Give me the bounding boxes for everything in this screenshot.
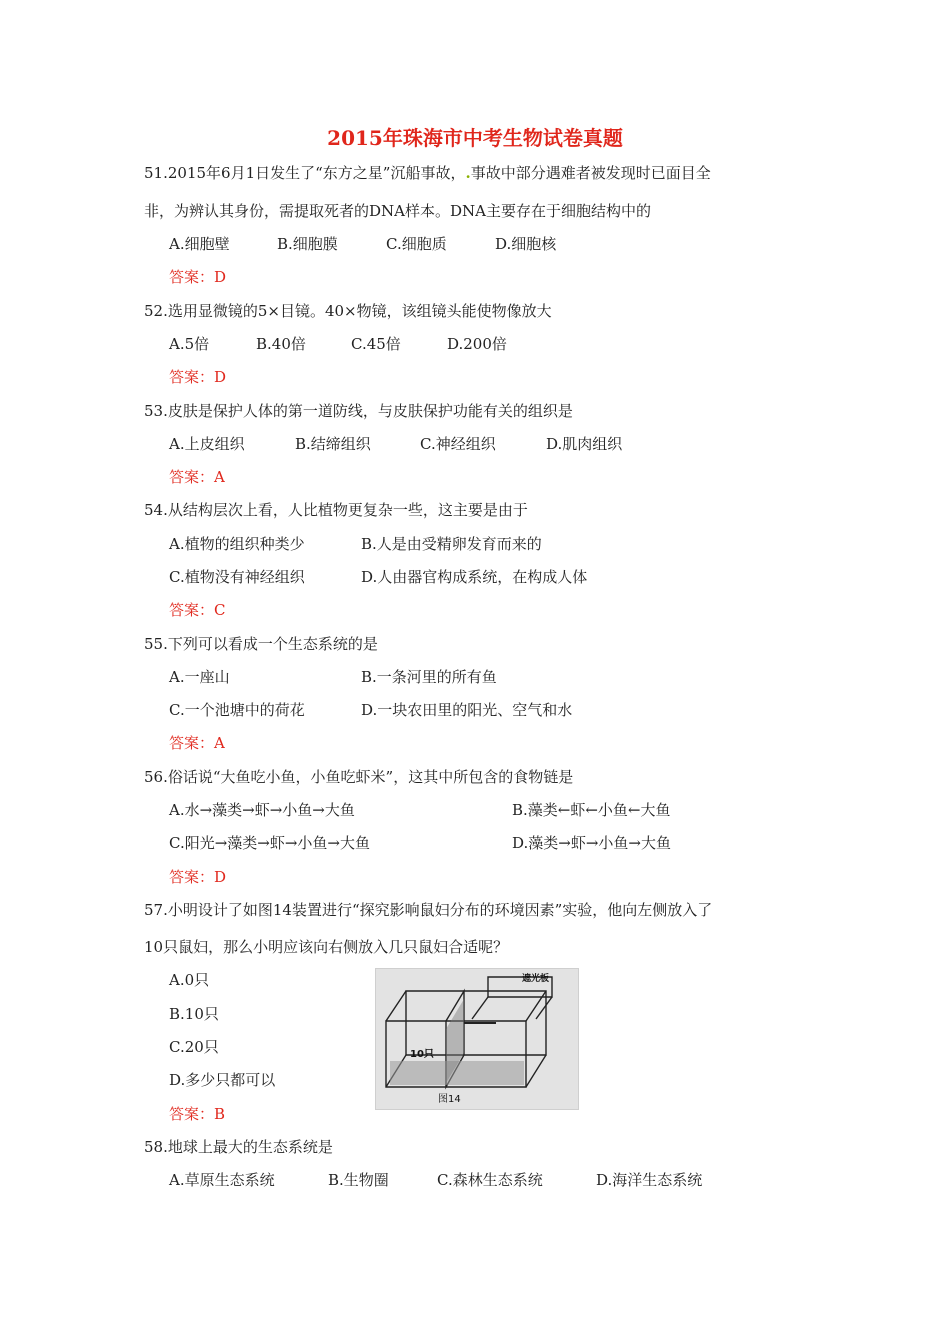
question-52-stem: 52.选用显微镜的5×目镜。40×物镜，该组镜头能使物像放大 [144,302,552,320]
question-57-option-d: D.多少只都可以 [169,1071,276,1089]
question-55-stem: 55.下列可以看成一个生态系统的是 [144,635,378,653]
figure-count-label: 10只 [410,1049,434,1060]
question-52-option-d: D.200倍 [447,335,507,353]
question-56-option-c: C.阳光→藻类→虾→小鱼→大鱼 [169,834,370,852]
question-58-option-a: A.草原生态系统 [169,1171,275,1189]
question-58-option-c: C.森林生态系统 [437,1171,543,1189]
question-57-option-a: A.0只 [169,971,210,989]
question-54-stem: 54.从结构层次上看，人比植物更复杂一些，这主要是由于 [144,501,528,519]
question-51-option-a: A.细胞壁 [169,235,230,253]
question-58-option-b: B.生物圈 [328,1171,389,1189]
question-53-option-d: D.肌肉组织 [546,435,623,453]
question-51-stem-line1 [144,162,711,183]
question-52-option-c: C.45倍 [351,335,401,353]
question-51-option-c: C.细胞质 [386,235,447,253]
question-51-option-b: B.细胞膜 [277,235,338,253]
question-55-option-a: A.一座山 [169,668,230,686]
box-diagram [376,969,578,1109]
question-52-answer: 答案：D [169,368,227,386]
question-57-stem-line2: 10只鼠妇，那么小明应该向右侧放入几只鼠妇合适呢？ [144,938,509,956]
question-58-option-d: D.海洋生态系统 [596,1171,703,1189]
question-58-stem: 58.地球上最大的生态系统是 [144,1138,333,1156]
question-54-option-c: C.植物没有神经组织 [169,568,305,586]
question-54-option-a: A.植物的组织种类少 [169,535,305,553]
question-54-option-b: B.人是由受精卵发育而来的 [361,535,542,553]
question-55-option-d: D.一块农田里的阳光、空气和水 [361,701,573,719]
page-title: 2015年珠海市中考生物试卷真题 [327,126,623,150]
question-51-answer: 答案：D [169,268,227,286]
question-56-option-b: B.藻类←虾←小鱼←大鱼 [512,801,671,819]
question-53-answer: 答案：A [169,468,225,486]
question-55-option-c: C.一个池塘中的荷花 [169,701,305,719]
question-51-option-d: D.细胞核 [495,235,557,253]
question-53-option-b: B.结缔组织 [295,435,371,453]
question-53-stem: 53.皮肤是保护人体的第一道防线，与皮肤保护功能有关的组织是 [144,402,573,420]
question-54-option-d: D.人由器官构成系统，在构成人体 [361,568,588,586]
question-54-answer: 答案：C [169,601,226,619]
figure-caption: 图14 [438,1094,461,1105]
question-56-stem: 56.俗话说“大鱼吃小鱼，小鱼吃虾米”，这其中所包含的食物链是 [144,768,574,786]
question-57-option-c: C.20只 [169,1038,219,1056]
question-56-option-d: D.藻类→虾→小鱼→大鱼 [512,834,671,852]
question-52-option-a: A.5倍 [169,335,210,353]
question-52-option-b: B.40倍 [256,335,306,353]
question-53-option-a: A.上皮组织 [169,435,245,453]
question-51-stem-line2: 非，为辨认其身份，需提取死者的DNA样本。DNA主要存在于细胞结构中的 [144,202,651,220]
question-55-option-b: B.一条河里的所有鱼 [361,668,497,686]
question-51-stem-part1: 51.2015年6月1日发生了“东方之星”沉船事故， [144,164,466,182]
question-53-option-c: C.神经组织 [420,435,496,453]
question-57-answer: 答案：B [169,1105,226,1123]
question-57-option-b: B.10只 [169,1005,219,1023]
question-51-stem-part2: 事故中部分遇难者被发现时已面目全 [470,164,711,182]
question-56-answer: 答案：D [169,868,227,886]
figure-14-apparatus [375,968,579,1110]
figure-board-label: 遮光板 [522,974,550,984]
stray-dot-mark: . [465,164,471,182]
question-57-stem-line1: 57.小明设计了如图14装置进行“探究影响鼠妇分布的环境因素”实验，他向左侧放入了 [144,901,713,919]
question-55-answer: 答案：A [169,734,225,752]
question-56-option-a: A.水→藻类→虾→小鱼→大鱼 [169,801,355,819]
